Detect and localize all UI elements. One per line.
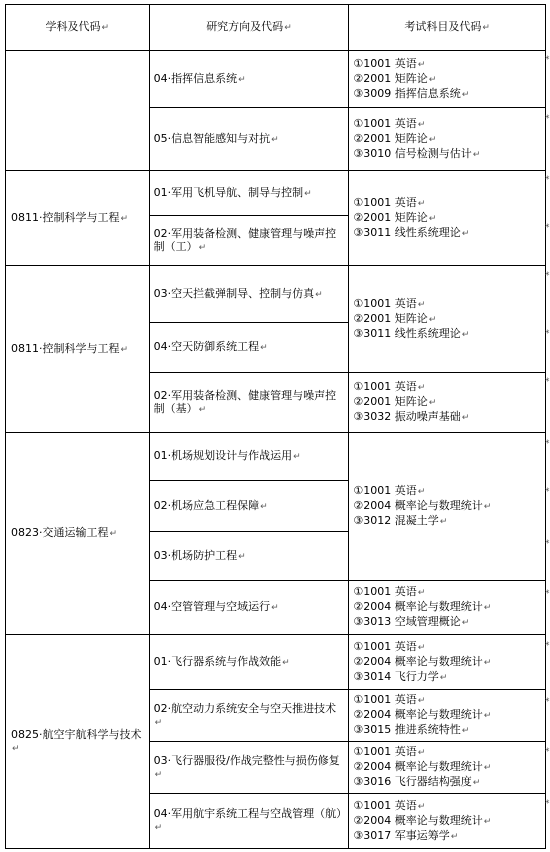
direction-cell: 01·飞行器系统与作战效能↵: [149, 635, 349, 690]
table-row: [6, 266, 546, 323]
margin-mark: *: [545, 641, 550, 651]
subject-cell: 0823·交通运输工程↵: [6, 433, 150, 635]
margin-mark: *: [545, 487, 550, 497]
header-row: [6, 5, 546, 51]
margin-mark: *: [545, 329, 550, 339]
header-subject: 学科及代码↵: [6, 5, 150, 51]
table-row: [6, 635, 546, 690]
table-row: [6, 433, 546, 481]
margin-mark: *: [545, 377, 550, 387]
direction-cell: 02·军用装备检测、健康管理与噪声控制（基）↵: [149, 373, 349, 433]
margin-mark: *: [545, 114, 550, 124]
table-row: [6, 171, 546, 216]
margin-marks: [545, 0, 550, 852]
margin-mark: *: [545, 697, 550, 707]
direction-cell: 04·军用航宇系统工程与空战管理（航）↵: [149, 794, 349, 849]
subject-cell: 0811·控制科学与工程↵: [6, 266, 150, 433]
margin-mark: *: [545, 223, 550, 233]
direction-cell: 04·空管管理与空域运行↵: [149, 581, 349, 635]
direction-cell: 05·信息智能感知与对抗↵: [149, 108, 349, 171]
direction-cell: 04·指挥信息系统↵: [149, 51, 349, 108]
exam-cell: ①1001 英语↵ ②2004 概率论与数理统计↵ ③3012 混凝土学↵: [349, 433, 546, 581]
exam-cell: ①1001 英语↵ ②2004 概率论与数理统计↵ ③3015 推进系统特性↵: [349, 690, 546, 742]
margin-mark: *: [545, 55, 550, 65]
direction-cell: 02·军用装备检测、健康管理与噪声控制（工）↵: [149, 216, 349, 266]
direction-cell: 01·军用飞机导航、制导与控制↵: [149, 171, 349, 216]
exam-subjects-table: [5, 4, 546, 849]
subject-cell: 0825·航空宇航科学与技术↵: [6, 635, 150, 849]
table-row: [6, 51, 546, 108]
direction-cell: 03·飞行器服役/作战完整性与损伤修复↵: [149, 742, 349, 794]
direction-cell: 02·航空动力系统安全与空天推进技术↵: [149, 690, 349, 742]
subject-cell: 0811·控制科学与工程↵: [6, 171, 150, 266]
exam-cell: ①1001 英语↵ ②2001 矩阵论↵ ③3011 线性系统理论↵: [349, 171, 546, 266]
margin-mark: *: [545, 799, 550, 809]
direction-cell: 04·空天防御系统工程↵: [149, 323, 349, 373]
exam-cell: ①1001 英语↵ ②2001 矩阵论↵ ③3011 线性系统理论↵: [349, 266, 546, 373]
exam-cell: ①1001 英语↵ ②2004 概率论与数理统计↵ ③3013 空域管理概论↵: [349, 581, 546, 635]
direction-cell: 03·机场防护工程↵: [149, 532, 349, 581]
margin-mark: *: [545, 271, 550, 281]
exam-cell: ①1001 英语↵ ②2004 概率论与数理统计↵ ③3014 飞行力学↵: [349, 635, 546, 690]
exam-cell: ①1001 英语↵ ②2001 矩阵论↵ ③3032 振动噪声基础↵: [349, 373, 546, 433]
direction-cell: 01·机场规划设计与作战运用↵: [149, 433, 349, 481]
exam-cell: ①1001 英语↵ ②2001 矩阵论↵ ③3009 指挥信息系统↵: [349, 51, 546, 108]
margin-mark: *: [545, 439, 550, 449]
table-wrapper: [5, 4, 546, 849]
header-exam: 考试科目及代码↵: [349, 5, 546, 51]
direction-cell: 02·机场应急工程保障↵: [149, 481, 349, 532]
margin-mark: *: [545, 175, 550, 185]
margin-mark: *: [545, 539, 550, 549]
exam-cell: ①1001 英语↵ ②2001 矩阵论↵ ③3010 信号检测与估计↵: [349, 108, 546, 171]
margin-mark: *: [545, 747, 550, 757]
margin-mark: *: [545, 589, 550, 599]
exam-cell: ①1001 英语↵ ②2004 概率论与数理统计↵ ③3017 军事运筹学↵: [349, 794, 546, 849]
exam-cell: ①1001 英语↵ ②2004 概率论与数理统计↵ ③3016 飞行器结构强度↵: [349, 742, 546, 794]
header-direction: 研究方向及代码↵: [149, 5, 349, 51]
subject-cell-blank: [6, 51, 150, 171]
direction-cell: 03·空天拦截弹制导、控制与仿真↵: [149, 266, 349, 323]
